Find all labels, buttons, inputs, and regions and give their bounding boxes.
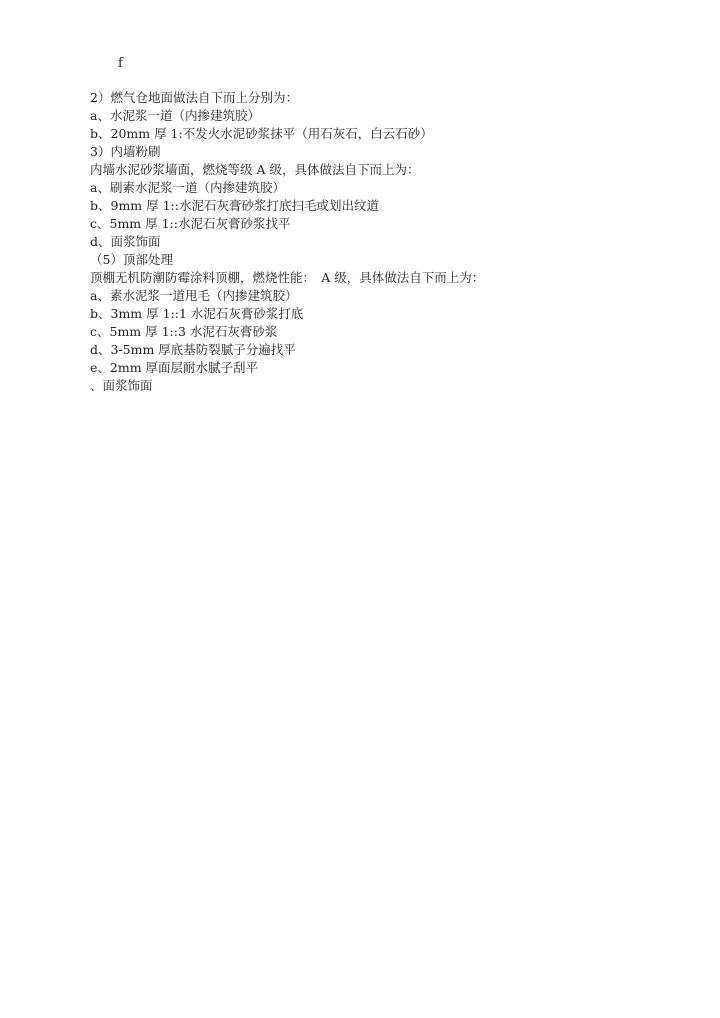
text-line-wall-intro: 内墙水泥砂浆墙面，燃烧等级 A 级，具体做法自下而上为： <box>90 162 420 177</box>
text-line-ceiling-f: 、面浆饰面 <box>90 378 153 393</box>
text-line-ceiling-a: a、素水泥浆一道甩毛（内掺建筑胶） <box>90 288 298 303</box>
text-line-wall-a: a、刷素水泥浆一道（内掺建筑胶） <box>90 180 285 195</box>
document-body <box>90 89 690 395</box>
text-line-ceiling-b: b、3mm 厚 1::1 水泥石灰膏砂浆打底 <box>90 306 304 321</box>
text-line-ceiling-c: c、5mm 厚 1::3 水泥石灰膏砂浆 <box>90 324 278 339</box>
text-line-floor-b: b、20mm 厚 1:不发火水泥砂浆抹平（用石灰石，白云石砂） <box>90 126 433 141</box>
text-line-wall-heading: 3）内墙粉刷 <box>90 144 161 159</box>
text-line-ceiling-heading: （5）顶部处理 <box>90 252 173 267</box>
text-line-floor-a: a、水泥浆一道（内掺建筑胶） <box>90 108 260 123</box>
page-marker: f <box>118 56 123 71</box>
text-line-wall-c: c、5mm 厚 1::水泥石灰膏砂浆找平 <box>90 216 291 231</box>
text-line-wall-d: d、面浆饰面 <box>90 234 161 249</box>
text-line-floor-heading: 2）燃气仓地面做法自下而上分别为： <box>90 90 298 105</box>
text-line-wall-b: b、9mm 厚 1::水泥石灰膏砂浆打底扫毛或划出纹道 <box>90 198 379 213</box>
text-line-ceiling-intro: 顶棚无机防潮防霉涂料顶棚，燃烧性能： A 级，具体做法自下而上为： <box>90 270 485 285</box>
text-line-ceiling-e: e、2mm 厚面层耐水腻子刮平 <box>90 360 259 375</box>
text-line-ceiling-d: d、3-5mm 厚底基防裂腻子分遍找平 <box>90 342 296 357</box>
